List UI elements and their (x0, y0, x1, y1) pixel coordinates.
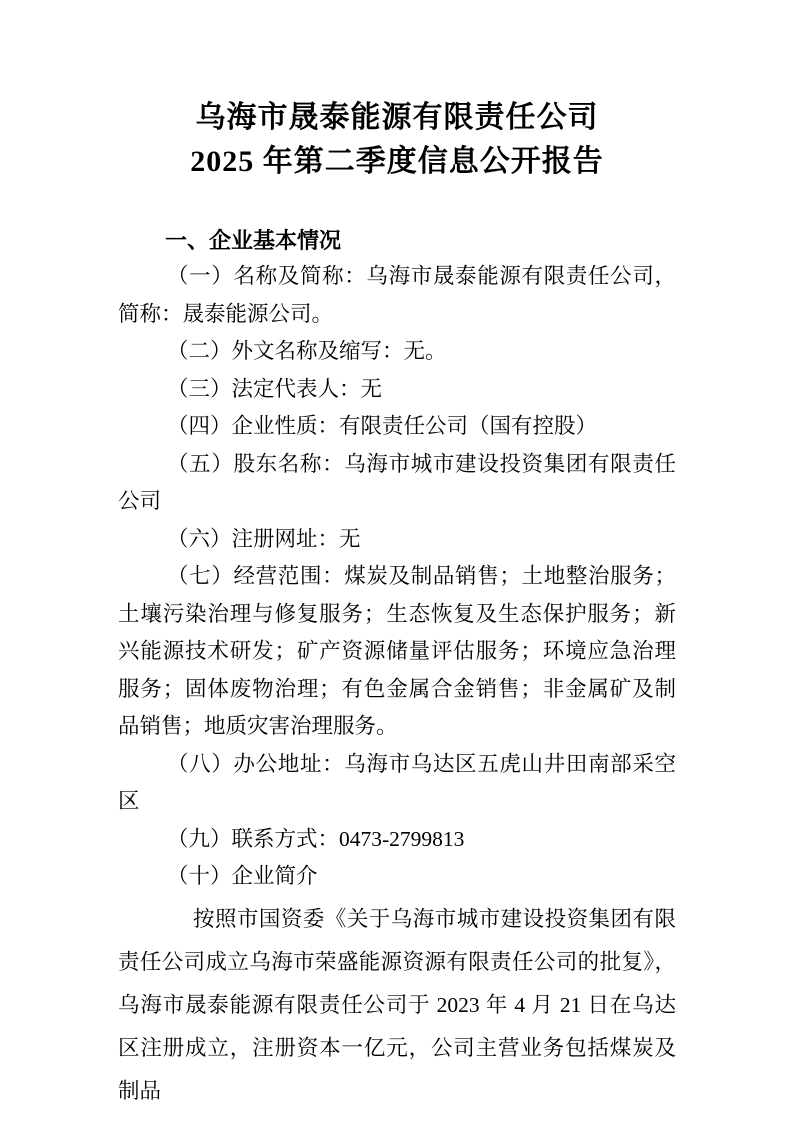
basic-info-item-company-profile: （十）企业简介 (167, 864, 318, 888)
basic-info-item-legal-representative: （三）法定代表人：无 (167, 376, 383, 401)
document-title-line1: 乌海市晟泰能源有限责任公司 (195, 101, 599, 134)
document-title (118, 96, 676, 184)
document-title-line2: 2025 年第二季度信息公开报告 (190, 145, 604, 178)
section-heading-basic-info: 一、企业基本情况 (165, 228, 342, 253)
basic-info-item-business-scope: （七）经营范围：煤炭及制品销售；土地整治服务；土壤污染治理与修复服务；生态恢复及生态保护服务；新兴能源技术研发；矿产资源储量评估服务；环境应急治理服务；固体废物治理；有色金属合金销售；非金属矿及制品销售；地质灾害治理服务。 (118, 564, 676, 738)
basic-info-item-contact: （九）联系方式：0473-2799813 (167, 826, 465, 851)
basic-info-item-shareholder: （五）股东名称：乌海市城市建设投资集团有限责任公司 (118, 451, 676, 513)
basic-info-list (118, 258, 676, 896)
basic-info-item-name: （一）名称及简称：乌海市晟泰能源有限责任公司，简称：晟泰能源公司。 (118, 264, 676, 326)
basic-info-item-enterprise-nature: （四）企业性质：有限责任公司（国有控股） (167, 414, 598, 438)
basic-info-item-office-address: （八）办公地址：乌海市乌达区五虎山井田南部采空区 (118, 751, 676, 813)
basic-info-item-registered-website: （六）注册网址：无 (167, 526, 361, 551)
basic-info-item-foreign-name: （二）外文名称及缩写：无。 (167, 339, 447, 363)
company-profile-paragraph: 按照市国资委《关于乌海市城市建设投资集团有限责任公司成立乌海市荣盛能源资源有限责任公司的批复》，乌海市晟泰能源有限责任公司于 2023 年 4 月 21 日在乌达区注册成立，注册资本一亿元，公司主营业务包括煤炭及制品 (118, 906, 676, 1103)
